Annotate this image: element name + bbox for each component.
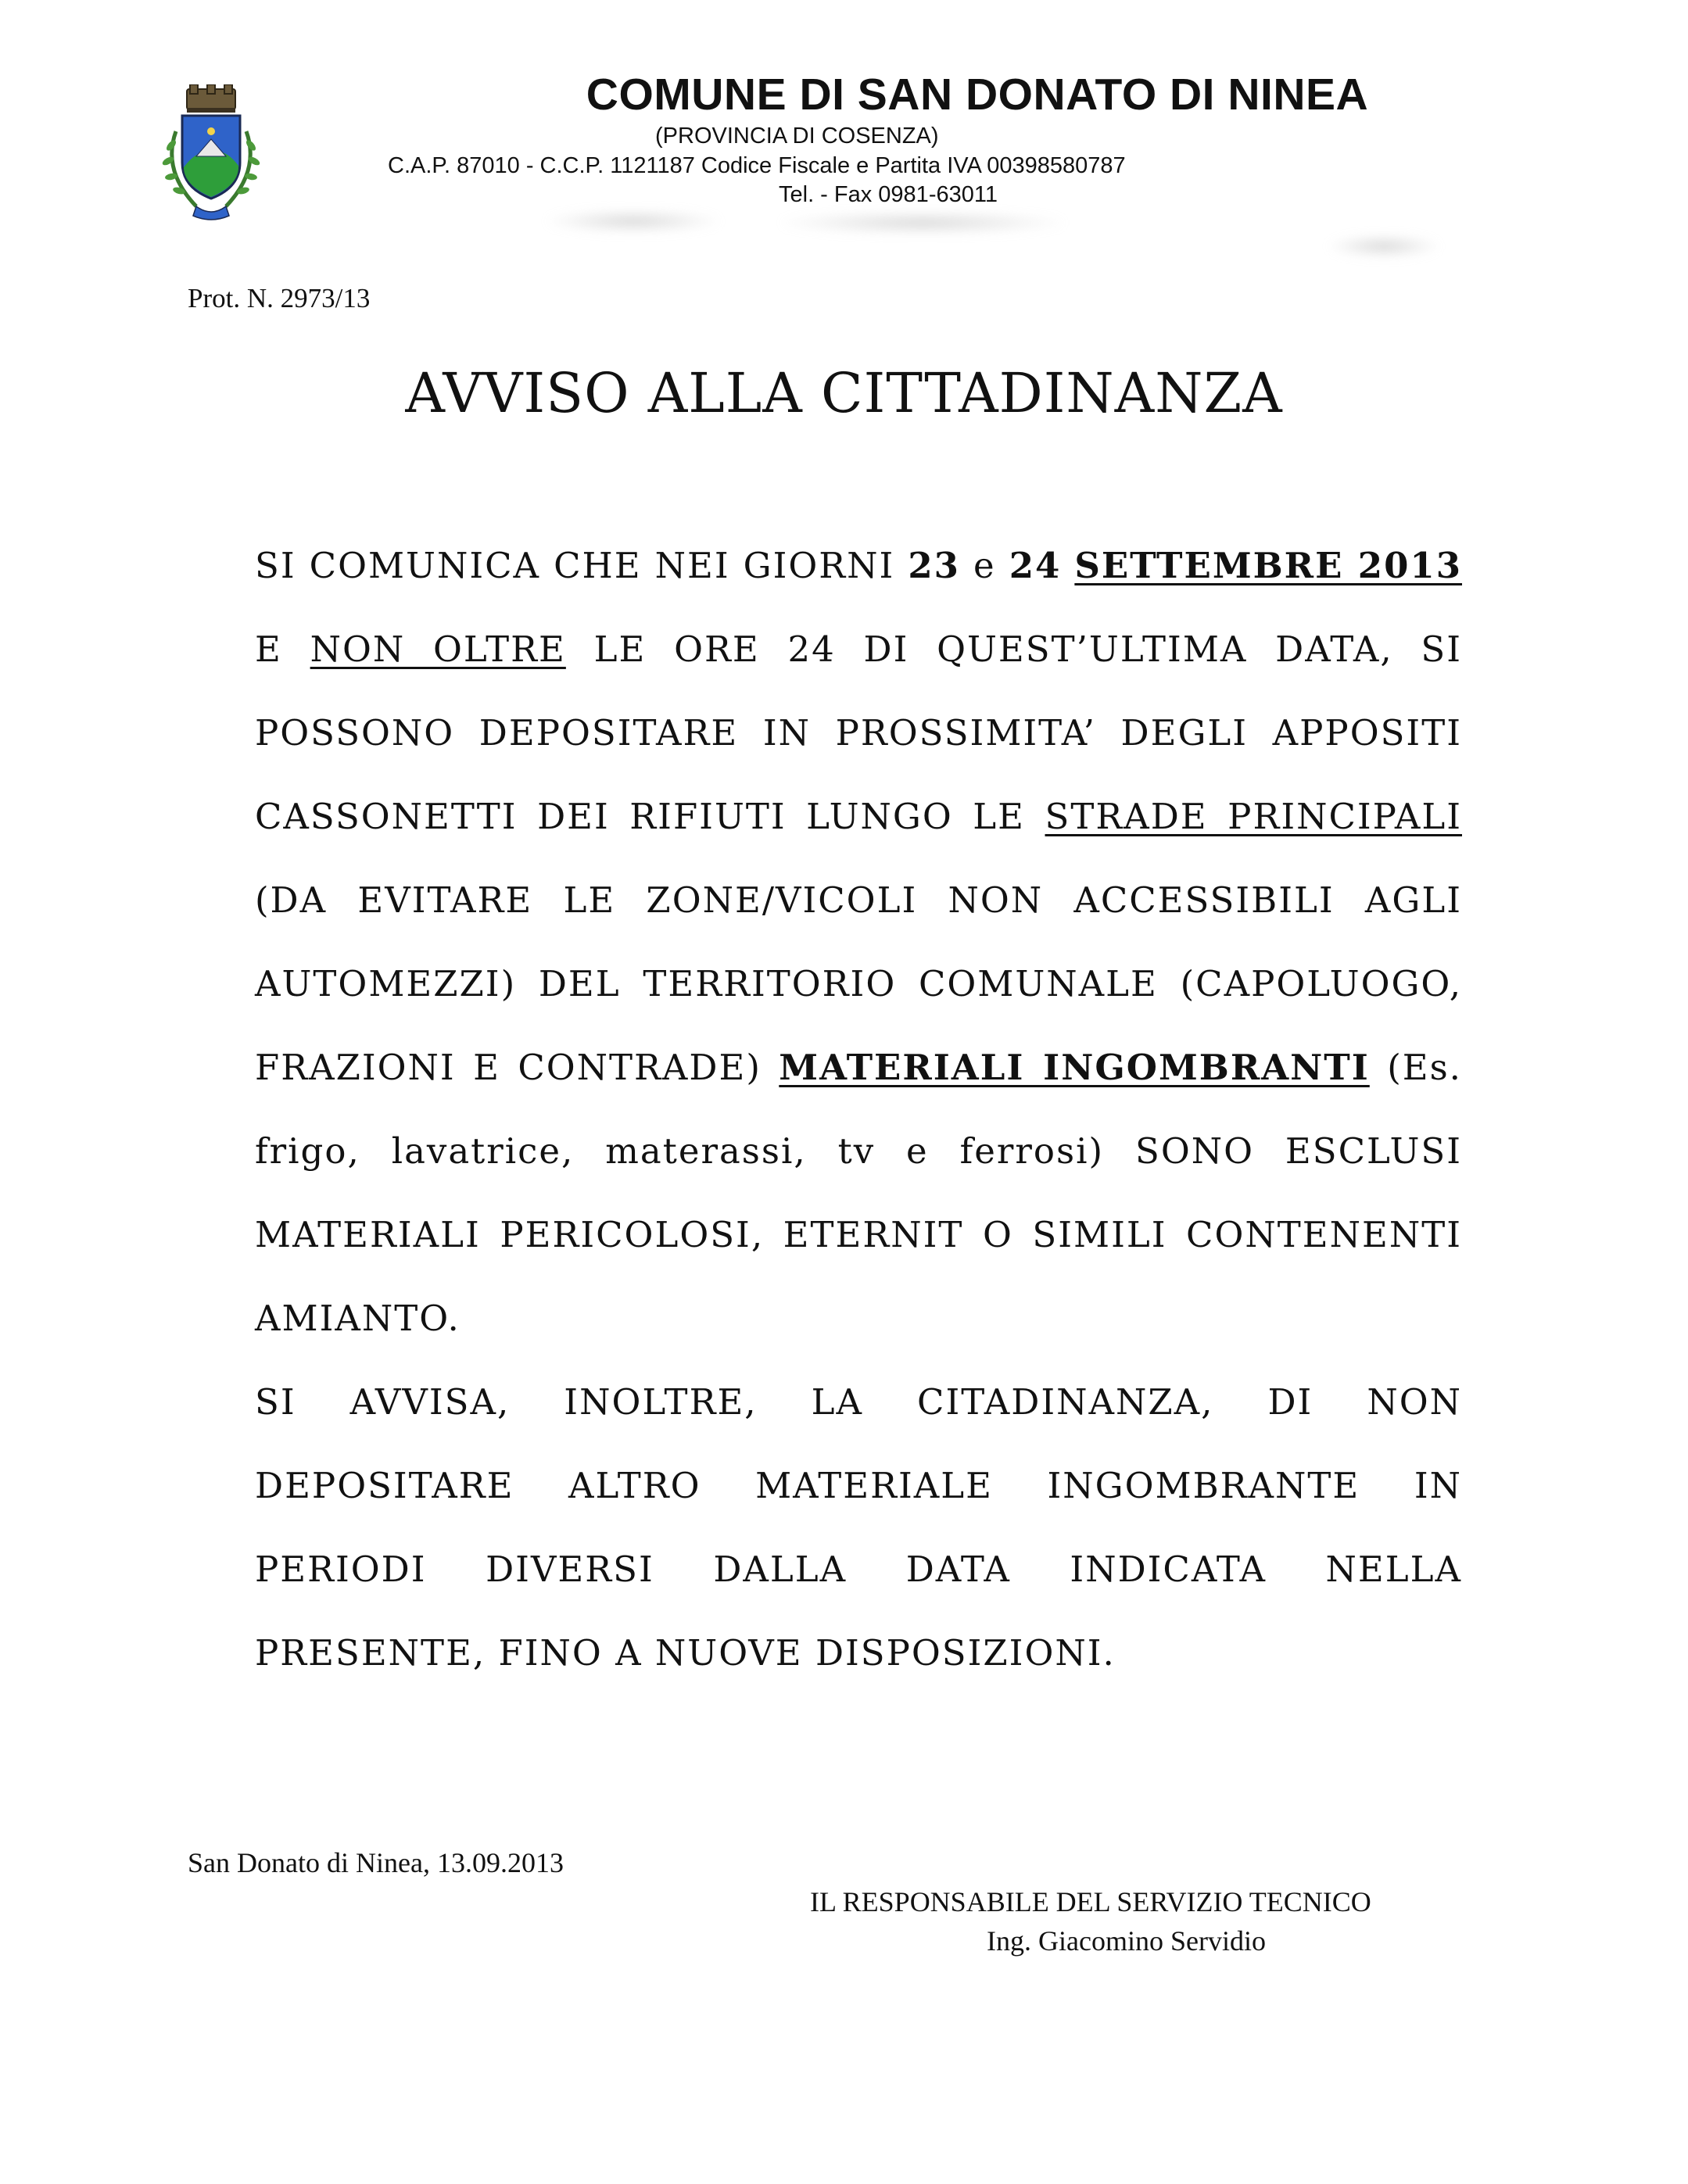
municipal-coat-of-arms-icon — [152, 84, 270, 221]
text-run: (DA EVITARE LE ZONE/VICOLI NON ACCESSIBILI AGLI AUTOMEZZI) DEL TERRITORIO COMUNALE (CAPOLUOGO, FRAZIONI E CONTRADE) — [255, 879, 1462, 1088]
registration-line: C.A.P. 87010 - C.C.P. 1121187 Codice Fiscale e Partita IVA 00398580787 — [388, 153, 1126, 178]
scan-smudge — [782, 211, 1063, 235]
text-run: (Es. frigo, lavatrice, materassi, tv e ferrosi) SONO ESCLUSI MATERIALI PERICOLOSI, ETERNIT O SIMILI CONTENENTI AMIANTO. — [255, 1047, 1462, 1339]
date-month-year: SETTEMBRE 2013 — [1074, 545, 1463, 586]
phone-fax-line: Tel. - Fax 0981-63011 — [779, 182, 998, 207]
text-run: E — [255, 628, 310, 670]
date-day-2: 24 — [1009, 545, 1062, 586]
province-line: (PROVINCIA DI COSENZA) — [655, 124, 939, 149]
notice-paragraph-1 — [255, 524, 1462, 1360]
notice-body — [255, 524, 1462, 1695]
date-day-1: 23 — [908, 545, 960, 586]
signatory-name: Ing. Giacomino Servidio — [987, 1925, 1266, 1957]
scan-smudge — [1329, 235, 1439, 258]
notice-title: AVVISO ALLA CITTADINANZA — [405, 361, 1283, 425]
bulky-materials-emphasis: MATERIALI INGOMBRANTI — [779, 1047, 1370, 1088]
municipality-name: COMUNE DI SAN DONATO DI NINEA — [586, 70, 1369, 120]
protocol-number: Prot. N. 2973/13 — [188, 283, 371, 313]
deadline-emphasis: NON OLTRE — [310, 628, 566, 670]
notice-paragraph-2: SI AVVISA, INOLTRE, LA CITADINANZA, DI NON DEPOSITARE ALTRO MATERIALE INGOMBRANTE IN PERIODI DIVERSI DALLA DATA INDICATA NELLA PRESENTE, FINO A NUOVE DISPOSIZIONI. — [255, 1381, 1462, 1674]
text-run: SI COMUNICA CHE NEI GIORNI — [255, 545, 909, 586]
main-roads-emphasis: STRADE PRINCIPALI — [1045, 796, 1462, 837]
text-run: e — [959, 545, 1009, 586]
scan-smudge — [547, 209, 719, 233]
text-run: LE ORE 24 DI QUEST’ULTIMA DATA, SI POSSONO DEPOSITARE IN PROSSIMITA’ DEGLI APPOSITI CASSONETTI DEI RIFIUTI LUNGO LE — [255, 628, 1462, 837]
text-run — [1061, 545, 1074, 586]
signatory-role: IL RESPONSABILE DEL SERVIZIO TECNICO — [810, 1886, 1371, 1917]
place-and-date: San Donato di Ninea, 13.09.2013 — [188, 1847, 564, 1878]
